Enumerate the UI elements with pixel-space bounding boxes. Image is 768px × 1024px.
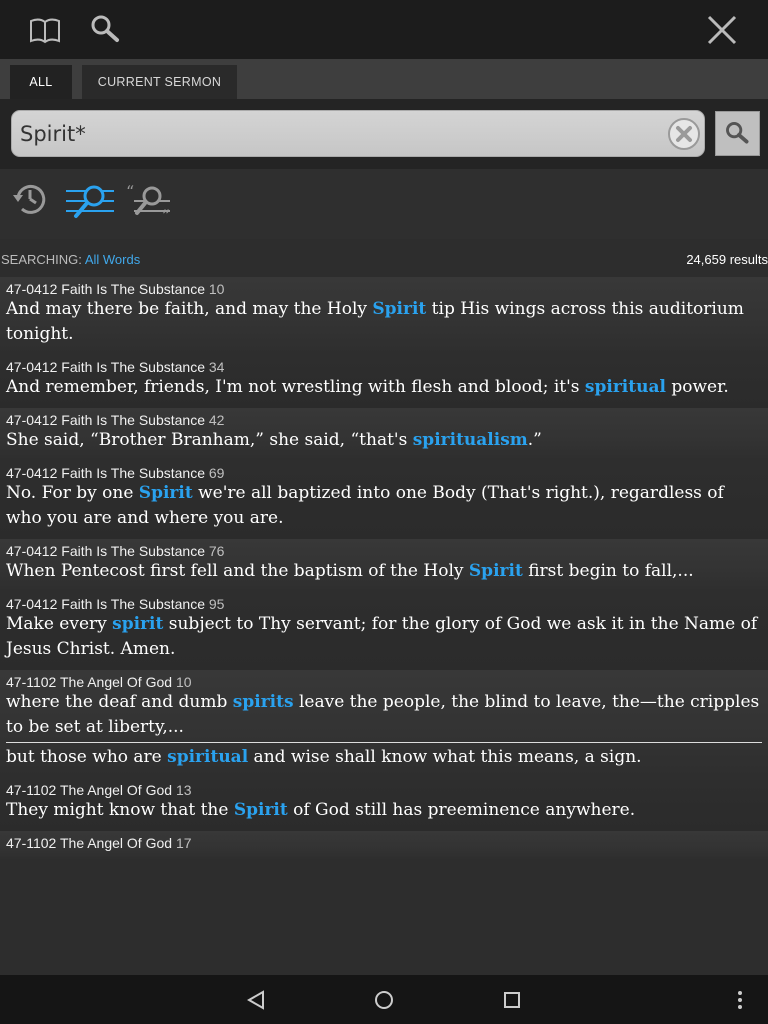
result-snippet: [6, 375, 762, 400]
paragraph-number: 95: [208, 596, 225, 612]
search-status: [0, 246, 768, 272]
searching-label: SEARCHING: All Words: [1, 252, 141, 267]
clear-search-icon[interactable]: [667, 117, 701, 151]
paragraph-number: 69: [208, 465, 225, 481]
sermon-code-title: 47-0412 Faith Is The Substance: [6, 281, 205, 297]
result-item[interactable]: [0, 408, 768, 461]
snippet-text: but those who are: [6, 747, 168, 767]
result-reference: [6, 782, 762, 798]
back-icon[interactable]: [243, 987, 269, 1013]
snippet-text: we're all baptized into one Body (That's right.), regardless of who you are and where you are.: [6, 483, 724, 528]
result-reference: [6, 596, 762, 612]
snippet-text: No. For by one: [6, 483, 139, 503]
result-item[interactable]: [0, 670, 768, 778]
snippet-text: where the deaf and dumb: [6, 692, 233, 712]
all-words-search-icon[interactable]: [64, 179, 116, 223]
match-highlight: spiritual: [584, 377, 666, 397]
snippet-text: tip His wings across this auditorium tonight.: [6, 299, 744, 344]
result-item[interactable]: [0, 831, 768, 859]
exact-phrase-search-icon[interactable]: [126, 179, 176, 223]
result-reference: [6, 359, 762, 375]
result-reference: [6, 543, 762, 559]
search-submit-button[interactable]: [715, 111, 760, 156]
paragraph-number: 17: [175, 835, 192, 851]
sermon-code-title: 47-1102 The Angel Of God: [6, 674, 173, 690]
match-highlight: spiritualism: [412, 430, 528, 450]
result-snippet: [6, 559, 762, 584]
sermon-code-title: 47-0412 Faith Is The Substance: [6, 359, 205, 375]
close-icon[interactable]: [704, 12, 740, 48]
search-box: [11, 110, 705, 157]
result-item[interactable]: [0, 277, 768, 355]
match-highlight: spirit: [112, 614, 164, 634]
scope-tabs: [0, 59, 768, 99]
paragraph-number: 76: [208, 543, 225, 559]
paragraph-number: 34: [208, 359, 225, 375]
history-icon[interactable]: [10, 179, 50, 223]
sermon-code-title: 47-1102 The Angel Of God: [6, 835, 173, 851]
results-list: [0, 277, 768, 975]
search-mode-label[interactable]: All Words: [84, 252, 141, 267]
result-item[interactable]: [0, 355, 768, 408]
result-snippet: [6, 481, 762, 531]
book-icon[interactable]: [27, 12, 63, 48]
result-snippet: [6, 612, 762, 662]
search-icon[interactable]: [87, 12, 123, 48]
result-item[interactable]: [0, 461, 768, 539]
sermon-code-title: 47-0412 Faith Is The Substance: [6, 412, 205, 428]
match-highlight: spiritual: [167, 747, 249, 767]
result-item[interactable]: [0, 539, 768, 592]
result-reference: [6, 465, 762, 481]
tab-all[interactable]: ALL: [10, 65, 72, 99]
system-nav-bar: [0, 975, 768, 1024]
recents-icon[interactable]: [499, 987, 525, 1013]
overflow-menu-icon[interactable]: [727, 987, 753, 1013]
result-item[interactable]: [0, 592, 768, 670]
search-mode-bar: [0, 169, 768, 239]
snippet-text: and wise shall know what this means, a sign.: [248, 747, 642, 767]
result-reference: [6, 835, 762, 851]
results-count: 24,659 results: [686, 252, 768, 267]
result-reference: [6, 412, 762, 428]
sermon-code-title: 47-0412 Faith Is The Substance: [6, 596, 205, 612]
match-highlight: Spirit: [372, 299, 427, 319]
paragraph-number: 42: [208, 412, 225, 428]
result-reference: [6, 281, 762, 297]
search-row: [0, 99, 768, 169]
match-highlight: spirits: [232, 692, 294, 712]
result-snippet: [6, 297, 762, 347]
result-reference: [6, 674, 762, 690]
top-bar: [0, 0, 768, 59]
home-icon[interactable]: [371, 987, 397, 1013]
sermon-code-title: 47-1102 The Angel Of God: [6, 782, 173, 798]
snippet-text: leave the people, the blind to leave, the—the cripples to be set at liberty,...: [6, 692, 760, 737]
svg-text:“: “: [126, 182, 135, 201]
match-highlight: Spirit: [233, 800, 288, 820]
snippet-text: of God still has preeminence anywhere.: [287, 800, 636, 820]
svg-text:”: ”: [162, 206, 171, 223]
tab-current-sermon[interactable]: CURRENT SERMON: [82, 65, 237, 99]
snippet-text: first begin to fall,...: [522, 561, 694, 581]
result-snippet: [6, 428, 762, 453]
snippet-text: When Pentecost first fell and the baptism of the Holy: [6, 561, 469, 581]
result-snippet: [6, 690, 762, 740]
paragraph-number: 10: [175, 674, 192, 690]
snippet-text: .”: [527, 430, 542, 450]
snippet-text: They might know that the: [6, 800, 234, 820]
match-highlight: Spirit: [468, 561, 523, 581]
match-highlight: Spirit: [138, 483, 193, 503]
result-item[interactable]: [0, 778, 768, 831]
result-snippet: [6, 798, 762, 823]
search-input[interactable]: [20, 117, 660, 151]
paragraph-number: 10: [208, 281, 225, 297]
snippet-text: And may there be faith, and may the Holy: [6, 299, 373, 319]
search-icon: [716, 112, 759, 155]
sermon-code-title: 47-0412 Faith Is The Substance: [6, 465, 205, 481]
paragraph-number: 13: [175, 782, 192, 798]
result-snippet: [6, 742, 762, 770]
snippet-text: power.: [665, 377, 729, 397]
snippet-text: And remember, friends, I'm not wrestling with flesh and blood; it's: [6, 377, 585, 397]
snippet-text: subject to Thy servant; for the glory of God we ask it in the Name of Jesus Christ. Amen.: [6, 614, 758, 659]
snippet-text: She said, “Brother Branham,” she said, “that's: [6, 430, 413, 450]
snippet-text: Make every: [6, 614, 113, 634]
sermon-code-title: 47-0412 Faith Is The Substance: [6, 543, 205, 559]
